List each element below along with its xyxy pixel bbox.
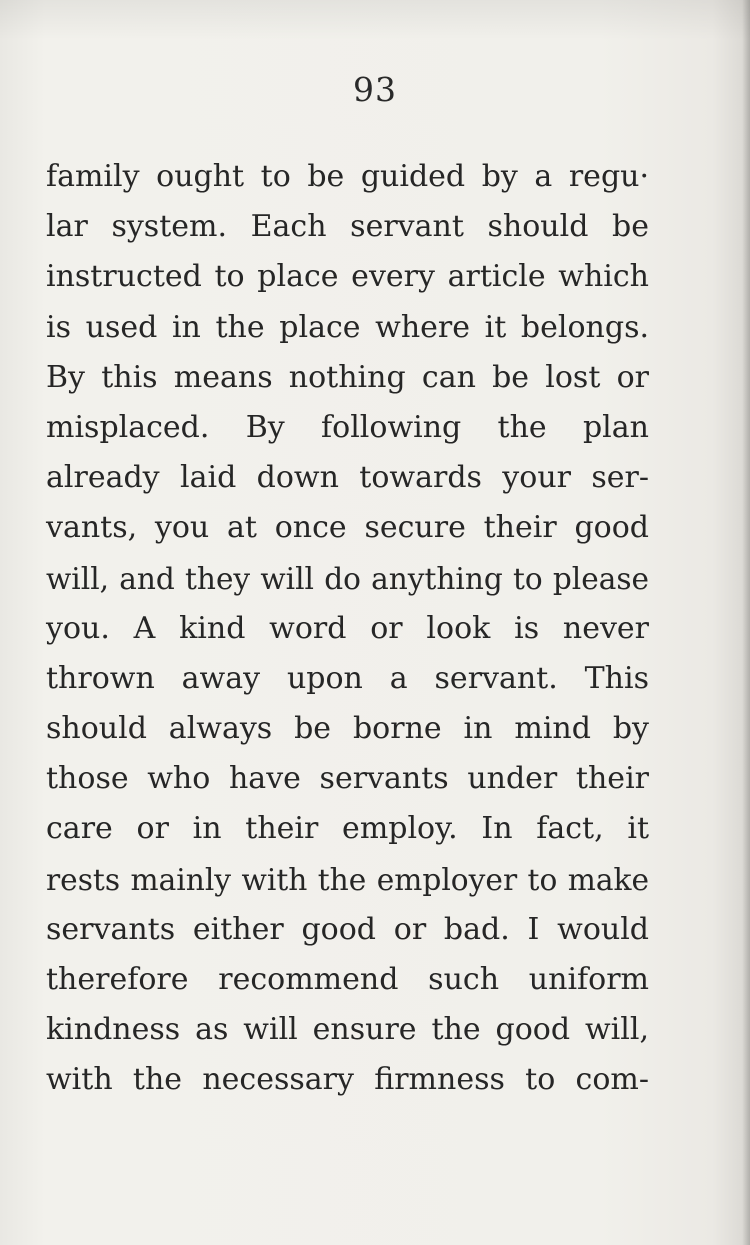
text-line: rests mainly with the employer to make bbox=[46, 861, 649, 897]
text-line: servants either good or bad. I would bbox=[46, 911, 649, 947]
text-line: family ought to be guided by a regu· bbox=[46, 159, 649, 194]
text-line: you. A kind word or look is never bbox=[46, 610, 649, 646]
text-line: instructed to place every article which bbox=[46, 259, 649, 295]
text-line: vants, you at once secure their good bbox=[46, 510, 649, 546]
text-line: will, and they will do anything to please bbox=[46, 561, 649, 596]
text-line: misplaced. By following the plan bbox=[46, 409, 649, 445]
text-line: those who have servants under their bbox=[46, 761, 649, 797]
text-line: kindness as will ensure the good will, bbox=[46, 1012, 649, 1048]
text-line: care or in their employ. In fact, it bbox=[46, 811, 649, 847]
text-line: is used in the place where it belongs. bbox=[46, 309, 649, 345]
body-text bbox=[46, 152, 649, 1106]
text-line: should always be borne in mind by bbox=[46, 711, 649, 747]
text-line: By this means nothing can be lost or bbox=[46, 359, 649, 395]
page-number: 93 bbox=[353, 70, 397, 109]
text-line: already laid down towards your ser- bbox=[46, 460, 649, 496]
text-line: lar system. Each servant should be bbox=[46, 209, 649, 245]
text-line: with the necessary firmness to com- bbox=[46, 1062, 649, 1098]
text-line: thrown away upon a servant. This bbox=[46, 660, 649, 696]
text-line: therefore recommend such uniform bbox=[46, 962, 649, 997]
